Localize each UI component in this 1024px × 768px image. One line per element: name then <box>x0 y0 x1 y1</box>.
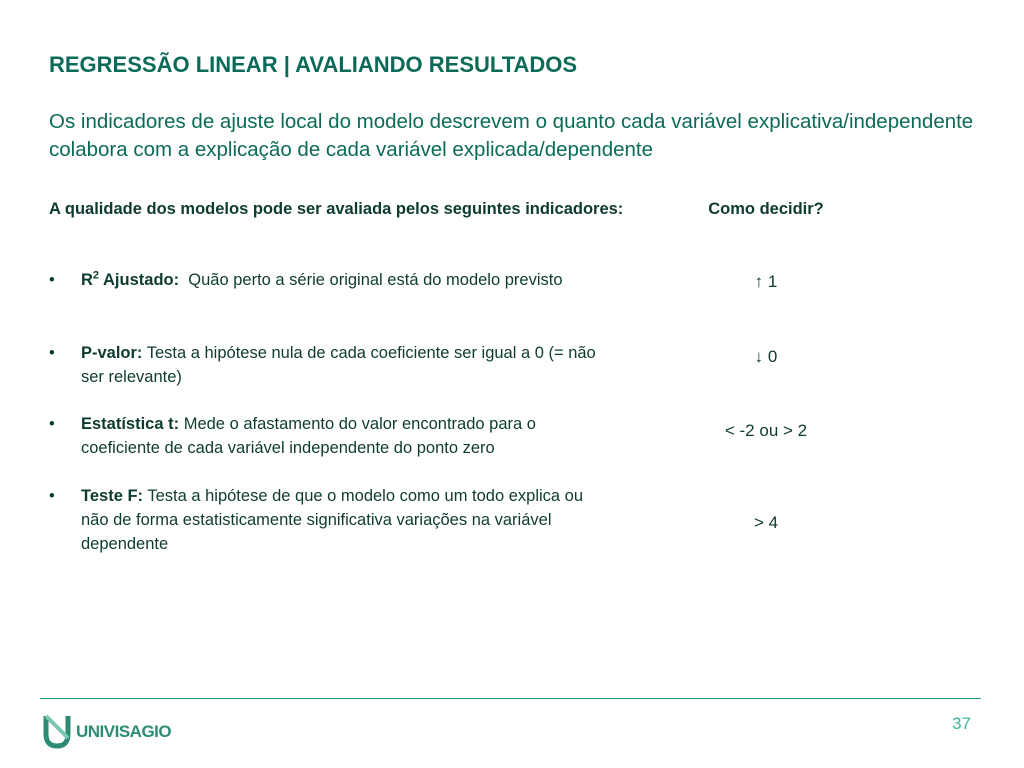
univisagio-logo <box>42 712 171 752</box>
indicator-term: Teste F: <box>81 487 144 505</box>
indicators-intro: A qualidade dos modelos pode ser avaliada pelos seguintes indicadores: <box>49 200 624 218</box>
page-number: 37 <box>952 714 971 733</box>
indicator-term: $R^2$ Ajustado: <box>81 269 180 289</box>
indicator-r2-ajustado <box>49 268 609 292</box>
decision-column <box>660 197 872 532</box>
decision-teste-f: > 4 <box>753 513 779 532</box>
decision-heading: Como decidir? <box>708 200 824 218</box>
bullet: • <box>49 344 55 362</box>
slide-title: REGRESSÃO LINEAR | AVALIANDO RESULTADOS <box>49 52 578 77</box>
decision-estatistica-t: < -2 ou > 2 <box>724 421 808 440</box>
slide-subtitle: Os indicadores de ajuste local do modelo descrevem o quanto cada variável explicativa/independente colabora com a explicação de cada variável explicada/dependente <box>49 110 974 161</box>
indicator-estatistica-t <box>49 412 609 460</box>
logo-text: UNIVISAGIO <box>76 722 172 741</box>
indicators-column <box>49 197 629 553</box>
indicator-description: Testa a hipótese de que o modelo como um todo explica ou não de forma estatisticamente significativa variações na variável dependente <box>81 487 584 553</box>
footer-divider <box>40 698 981 699</box>
bullet: • <box>49 487 55 505</box>
bullet: • <box>49 415 55 433</box>
indicator-description: Quão perto a série original está do modelo previsto <box>179 271 563 289</box>
decision-p-valor: ↓ 0 <box>754 347 778 366</box>
indicator-term: P-valor: <box>81 344 143 362</box>
indicator-term: Estatística t: <box>81 415 180 433</box>
indicator-description: Mede o afastamento do valor encontrado para o coeficiente de cada variável independente do ponto zero <box>81 415 536 457</box>
univisagio-logo-icon <box>42 712 72 752</box>
indicator-description: Testa a hipótese nula de cada coeficiente ser igual a 0 (= não ser relevante) <box>81 344 596 386</box>
bullet: • <box>49 271 55 289</box>
indicator-teste-f <box>49 484 609 556</box>
indicator-p-valor <box>49 341 609 389</box>
decision-r2: ↑ 1 <box>754 272 778 291</box>
